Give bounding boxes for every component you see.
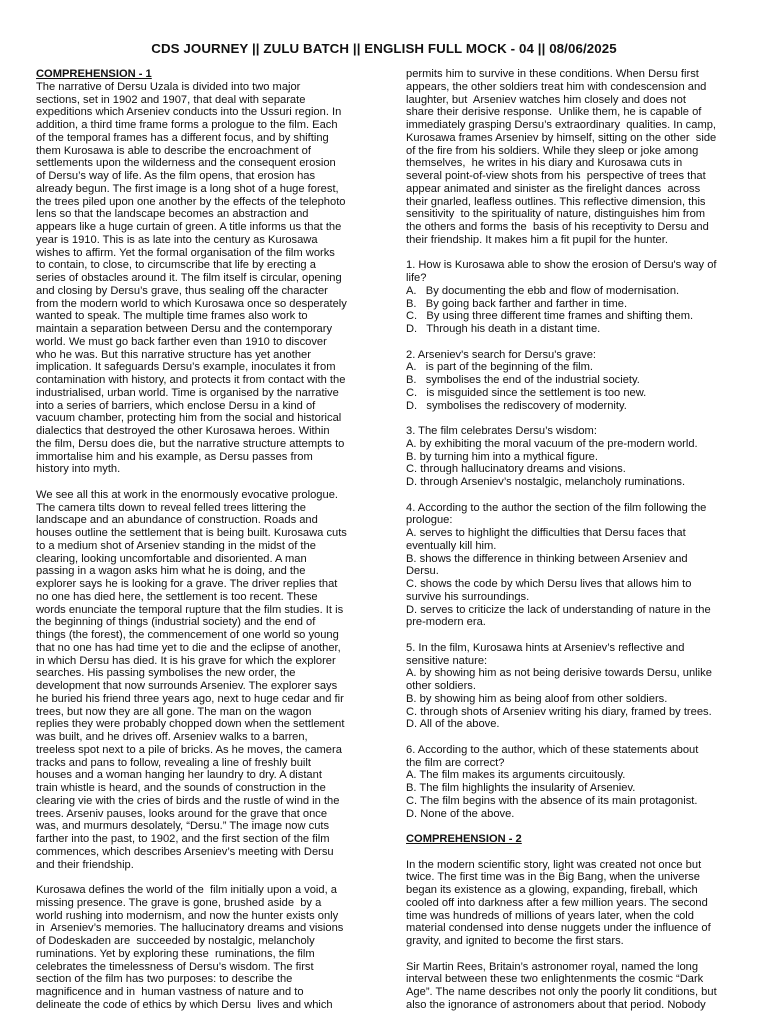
question-2 <box>406 349 748 413</box>
left-column <box>36 68 392 1012</box>
question-stem: 2. Arseniev's search for Dersu's grave: <box>406 348 597 361</box>
passage-paragraph-4: permits him to survive in these conditions. When Dersu first appears, the other soldiers treat him with condescension and laughter, but Arseniev watches him closely and does not share their derisive response. Unlike them, he is capable of immediately grasping Dersu’s extraordinary qualities. In camp, Kurosawa frames Arseniev by himself, sitting on the other side of the fire from his soldiers. While they sleep or joke among themselves, he writes in his diary and Kurosawa cuts in several point-of-view shots from his perspective of trees that appear animated and sinister as the firelight dances across their gnarled, leafless outlines. This reflective dimension, this sensitivity to the spirituality of nature, distinguishes him from the others and forms the basis of his receptivity to Dersu and their friendship. It makes him a fit pupil for the hunter. <box>406 68 717 246</box>
answer-option: A. is part of the beginning of the film. <box>406 361 594 374</box>
answer-option: B. symbolises the end of the industrial society. <box>406 374 640 386</box>
answer-option: B. shows the difference in thinking between Arseniev and Dersu. <box>406 552 688 578</box>
question-stem: 6. According to the author, which of these statements about the film are correct? <box>406 743 699 769</box>
answer-option: A. By documenting the ebb and flow of modernisation. <box>406 284 680 297</box>
answer-option: D. None of the above. <box>406 807 515 820</box>
answer-option: C. The film begins with the absence of its main protagonist. <box>406 794 698 807</box>
question-stem: 5. In the film, Kurosawa hints at Arseniev’s reflective and sensitive nature: <box>406 641 685 667</box>
answer-option: B. By going back farther and farther in time. <box>406 297 628 310</box>
answer-option: A. serves to highlight the difficulties that Dersu faces that eventually kill him. <box>406 527 686 552</box>
question-3 <box>406 425 748 489</box>
answer-option: A. The film makes its arguments circuitously. <box>406 769 626 782</box>
answer-option: A. by showing him as not being derisive towards Dersu, unlike other soldiers. <box>406 667 712 692</box>
question-stem: 3. The film celebrates Dersu’s wisdom: <box>406 425 597 437</box>
answer-option: B. The film highlights the insularity of Arseniev. <box>406 782 636 794</box>
passage-2-paragraph-1: In the modern scientific story, light was created not once but twice. The first time was in the Big Bang, when the universe began its existence as a glowing, expanding, fireball, which cooled off into darkness after a few million years. The second time was hundreds of millions of years later, when the cold material condensed into dense nuggets under the influence of gravity, and ignited to become the first stars. <box>406 858 711 947</box>
answer-option: D. All of the above. <box>406 718 500 731</box>
question-5 <box>406 642 748 731</box>
passage-paragraph-3: Kurosawa defines the world of the film initially upon a void, a missing presence. The grave is gone, brushed aside by a world rushing into modernism, and now the hunter exists only in Arseniev’s memories. The hallucinatory dreams and visions of Dodeskaden are succeeded by nostalgic, melancholy ruminations. Yet by exploring these ruminations, the film celebrates the timelessness of Dersu’s wisdom. The first section of the film has two purposes: to describe the magnificence and in human vastness of nature and to delineate the code of ethics by which Dersu lives and which <box>36 884 344 1011</box>
answer-option: C. shows the code by which Dersu lives that allows him to survive his surroundings. <box>406 578 692 603</box>
question-1 <box>406 259 748 336</box>
answer-option: D. serves to criticize the lack of understanding of nature in the pre-modern era. <box>406 603 711 629</box>
question-stem: 1. How is Kurosawa able to show the erosion of Dersu's way of life? <box>406 259 717 284</box>
passage-paragraph-1: The narrative of Dersu Uzala is divided into two major sections, set in 1902 and 1907, that deal with separate expeditions which Arseniev conducts into the Ussuri region. In addition, a third time frame forms a prologue to the film. Each of the temporal frames has a different focus, and by shifting them Kurosawa is able to describe the encroachment of settlements upon the wilderness and the consequent erosion of Dersu’s way of life. As the film opens, that erosion has already begun. The first image is a long shot of a huge forest, the trees piled upon one another by the effects of the telephoto lens so that the landscape becomes an abstraction and appears like a huge curtain of green. A title informs us that the year is 1910. This is as late into the century as Kurosawa wishes to affirm. Yet the formal organisation of the film works to contain, to close, to circumscribe that life by erecting a series of obstacles around it. The film itself is circular, opening and closing by Dersu’s grave, thus sealing off the character from the modern world to which Kurosawa once so desperately wanted to speak. The multiple time frames also work to maintain a separation between Dersu and the contemporary world. We must go back farther even than 1910 to discover who he was. But this narrative structure has yet another implication. It safeguards Dersu’s example, inoculates it from contamination with history, and protects it from contact with the industrialised, urban world. Time is organised by the narrative into a series of barriers, which enclose Dersu in a kind of vacuum chamber, protecting him from the social and historical dialectics that destroyed the other Kurosawa heroes. Within the film, Dersu does die, but the narrative structure attempts to immortalise him and his example, as Dersu passes from history into myth. <box>36 80 347 476</box>
comprehension-2-heading: COMPREHENSION - 2 <box>406 833 522 845</box>
answer-option: C. through hallucinatory dreams and visions. <box>406 463 626 476</box>
answer-option: D. through Arseniev’s nostalgic, melancholy ruminations. <box>406 476 686 488</box>
right-column <box>406 68 748 1012</box>
answer-option: C. is misguided since the settlement is too new. <box>406 386 647 399</box>
answer-option: B. by turning him into a mythical figure. <box>406 450 598 463</box>
passage-paragraph-2: We see all this at work in the enormously evocative prologue. The camera tilts down to reveal felled trees littering the landscape and an abundance of construction. Roads and houses outline the settlement that is being built. Kurosawa cuts to a medium shot of Arseniev standing in the midst of the clearing, looking uncomfortable and disoriented. A man passing in a wagon asks him what he is doing, and the explorer says he is looking for a grave. The driver replies that no one has died here, the settlement is too recent. These words enunciate the temporal rupture that the film studies. It is the beginning of things (industrial society) and the end of things (the forest), the commencement of one world so young that no one has had time yet to die and the eclipse of another, in which Dersu has died. It is his grave for which the explorer searches. His passing symbolises the new order, the development that now surrounds Arseniev. The explorer says he buried his friend three years ago, next to huge cedar and fir trees, but now they are all gone. The man on the wagon replies they were probably chopped down when the settlement was built, and he drives off. Arseniev walks to a barren, treeless spot next to a pile of bricks. As he moves, the camera tracks and pans to follow, revealing a line of freshly built houses and a woman hanging her laundry to dry. A distant train whistle is heard, and the sounds of construction in the clearing vie with the cries of birds and the rustle of wind in the trees. Arseniv pauses, looks around for the grave that once was, and murmurs desolately, “Dersu.” The image now cuts farther into the past, to 1902, and the first section of the film commences, which describes Arseniev’s meeting with Dersu and their friendship. <box>36 488 347 871</box>
question-6 <box>406 744 748 821</box>
answer-option: A. by exhibiting the moral vacuum of the pre-modern world. <box>406 437 698 450</box>
answer-option: C. through shots of Arseniev writing his diary, framed by trees. <box>406 705 712 718</box>
passage-2-paragraph-2: Sir Martin Rees, Britain’s astronomer royal, named the long interval between these two enlightenments the cosmic “Dark Age”. The name describes not only the poorly lit conditions, but also the ignorance of astronomers about that period. Nobody <box>406 960 717 1011</box>
question-stem: 4. According to the author the section of the film following the prologue: <box>406 501 707 527</box>
answer-option: C. By using three different time frames and shifting them. <box>406 310 694 323</box>
answer-option: D. Through his death in a distant time. <box>406 323 601 335</box>
question-4 <box>406 502 748 630</box>
comprehension-1-heading: COMPREHENSION - 1 <box>36 68 152 80</box>
answer-option: D. symbolises the rediscovery of modernity. <box>406 399 627 412</box>
answer-option: B. by showing him as being aloof from other soldiers. <box>406 692 668 705</box>
document-title: CDS JOURNEY || ZULU BATCH || ENGLISH FULL MOCK - 04 || 08/06/2025 <box>151 41 617 56</box>
